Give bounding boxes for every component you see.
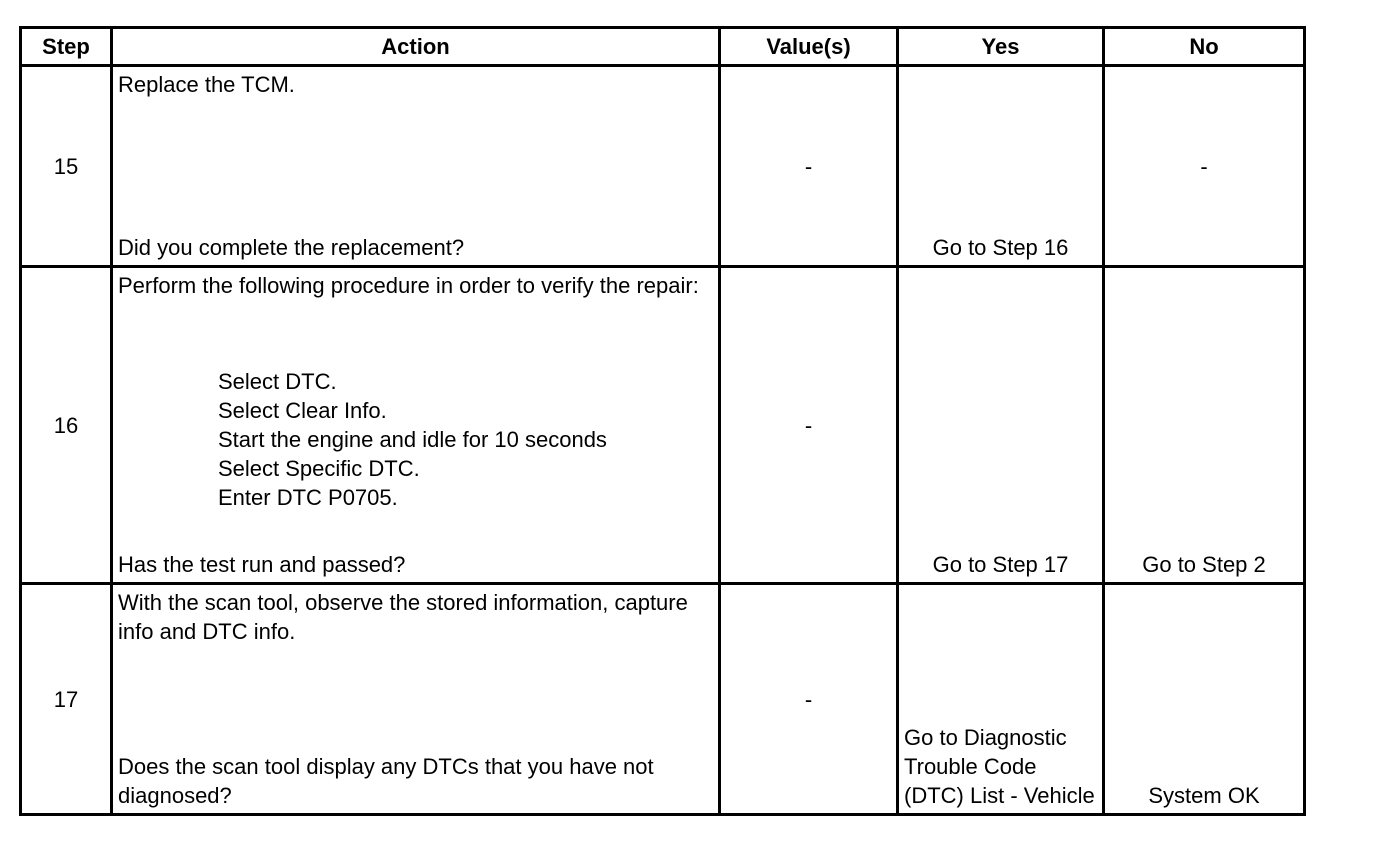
yes-cell [898, 267, 1104, 584]
action-cell [112, 66, 720, 267]
header-no: No [1104, 28, 1305, 66]
table-row [21, 66, 1305, 267]
yes-result: Go to Diagnostic Trouble Code (DTC) List - Vehicle [904, 725, 1095, 808]
yes-result: Go to Step 17 [932, 552, 1069, 577]
no-cell [1104, 66, 1305, 267]
no-result: - [1200, 153, 1208, 179]
procedure-item: Start the engine and idle for 10 seconds [218, 427, 607, 452]
action-question: Does the scan tool display any DTCs that you have not diagnosed? [118, 754, 654, 808]
value-cell: - [720, 584, 898, 815]
yes-cell [898, 66, 1104, 267]
yes-result: Go to Step 16 [932, 235, 1069, 260]
step-number: 15 [21, 66, 112, 267]
header-action: Action [112, 28, 720, 66]
action-cell [112, 584, 720, 815]
header-values: Value(s) [720, 28, 898, 66]
procedure-item: Enter DTC P0705. [218, 485, 398, 510]
table-row [21, 584, 1305, 815]
no-cell [1104, 267, 1305, 584]
value-cell: - [720, 267, 898, 584]
action-question: Did you complete the replacement? [118, 235, 465, 260]
no-result: Go to Step 2 [1142, 552, 1266, 577]
diagnostic-table [19, 26, 1306, 816]
yes-cell [898, 584, 1104, 815]
action-instruction: Replace the TCM. [118, 72, 295, 97]
procedure-list [218, 367, 607, 512]
action-question: Has the test run and passed? [118, 552, 406, 577]
action-instruction: Perform the following procedure in order to verify the repair: [118, 273, 699, 298]
header-row [21, 28, 1305, 66]
procedure-item: Select DTC. [218, 369, 337, 394]
table-row [21, 267, 1305, 584]
value-cell: - [720, 66, 898, 267]
step-number: 16 [21, 267, 112, 584]
header-step: Step [21, 28, 112, 66]
step-number: 17 [21, 584, 112, 815]
no-result: System OK [1148, 783, 1260, 808]
action-cell [112, 267, 720, 584]
procedure-item: Select Specific DTC. [218, 456, 420, 481]
action-instruction: With the scan tool, observe the stored information, capture info and DTC info. [118, 590, 688, 644]
no-cell [1104, 584, 1305, 815]
header-yes: Yes [898, 28, 1104, 66]
procedure-item: Select Clear Info. [218, 398, 387, 423]
